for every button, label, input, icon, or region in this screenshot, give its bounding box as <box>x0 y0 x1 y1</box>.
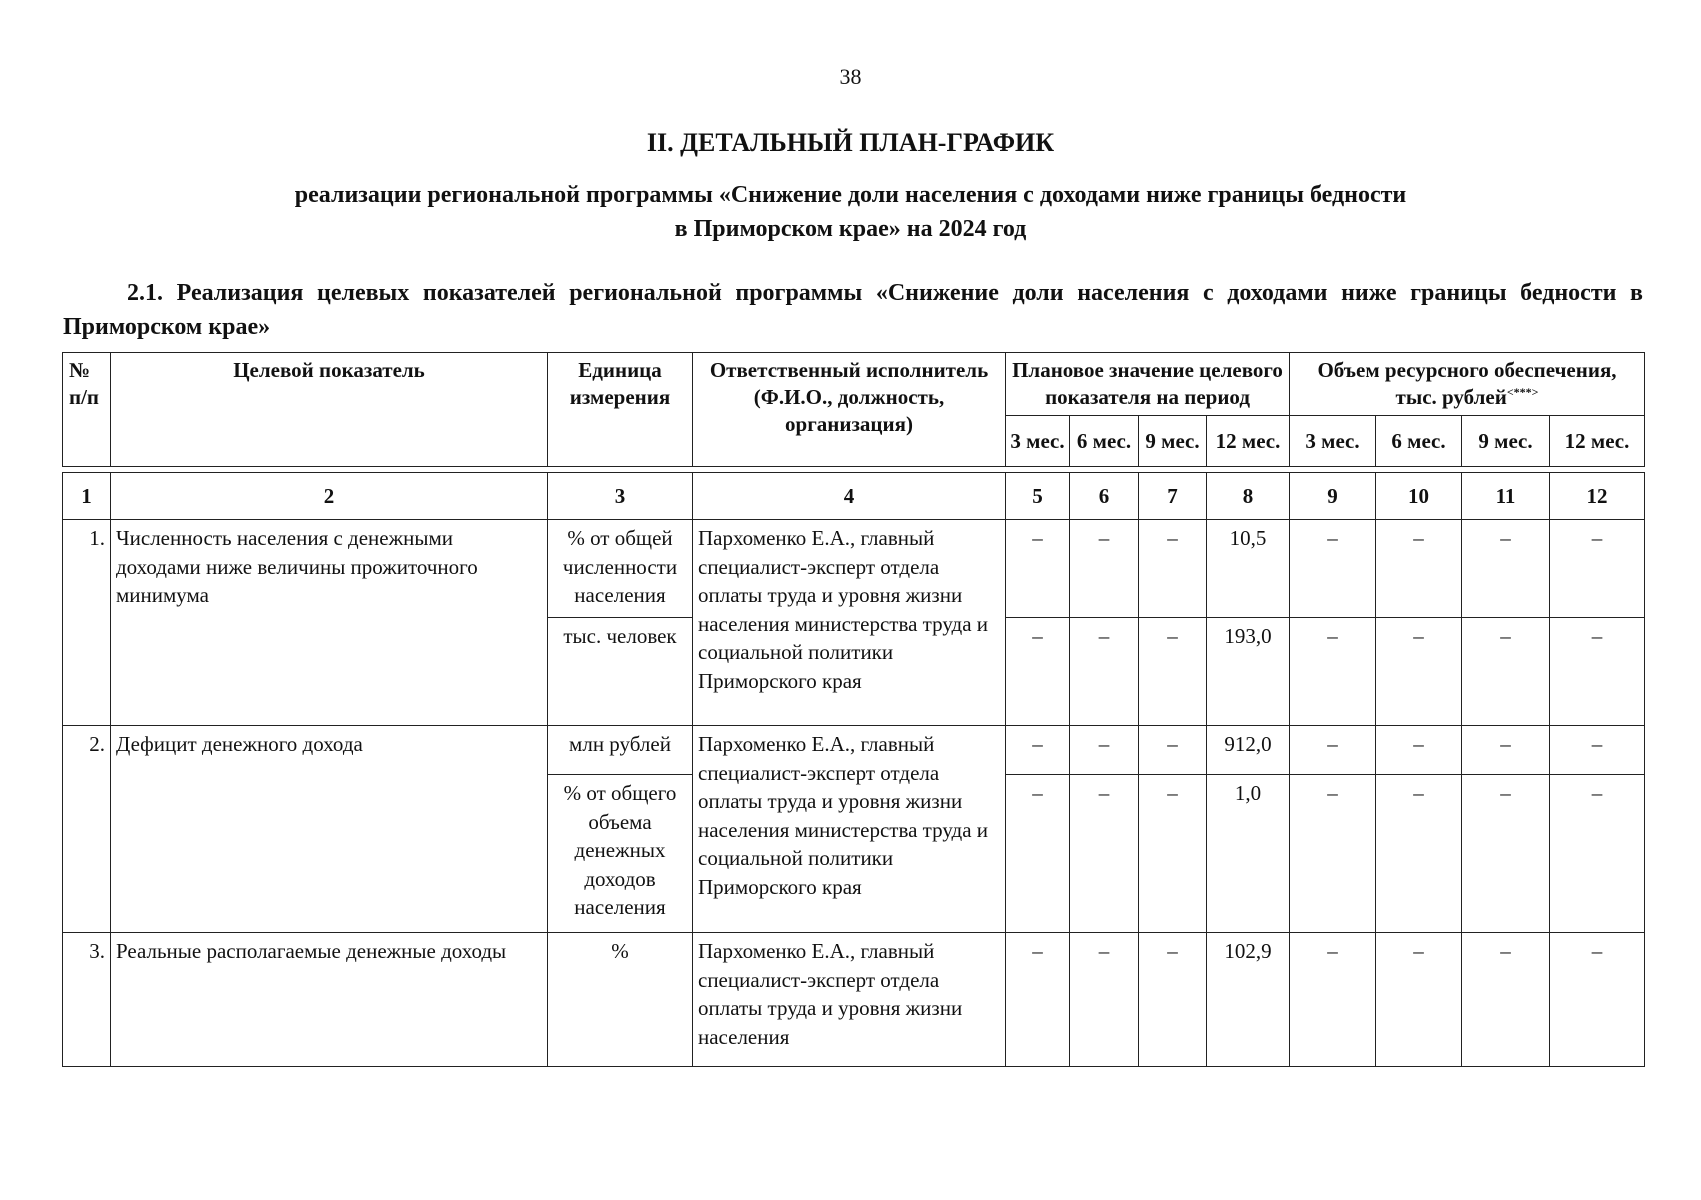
header-period-plan-9: 9 мес. <box>1139 416 1207 467</box>
header-responsible: Ответственный исполнитель (Ф.И.О., должность, организация) <box>693 353 1006 467</box>
header-planned: Плановое значение целевого показателя на период <box>1006 353 1290 416</box>
table-row <box>63 726 1645 775</box>
row-responsible: Пархоменко Е.А., главный специалист-эксперт отдела оплаты труда и уровня жизни населения министерства труда и социальной политики Приморского края <box>693 726 1006 933</box>
column-number: 4 <box>693 473 1006 520</box>
header-resources <box>1290 353 1645 416</box>
row-unit: % от общей численности населения <box>548 520 693 618</box>
value-cell: – <box>1462 726 1550 775</box>
value-cell: 102,9 <box>1207 933 1290 1067</box>
value-cell: – <box>1550 933 1645 1067</box>
value-cell: – <box>1070 726 1139 775</box>
value-cell: – <box>1290 618 1376 726</box>
value-cell: – <box>1462 618 1550 726</box>
header-period-plan-3: 3 мес. <box>1006 416 1070 467</box>
row-indicator: Численность населения с денежными доходами ниже величины прожиточного минимума <box>111 520 548 726</box>
column-number: 5 <box>1006 473 1070 520</box>
row-responsible: Пархоменко Е.А., главный специалист-эксперт отдела оплаты труда и уровня жизни населения <box>693 933 1006 1067</box>
section-heading-text: 2.1. Реализация целевых показателей региональной программы «Снижение доли населения с доходами ниже границы бедности в Приморском крае» <box>63 280 1643 340</box>
header-period-plan-12: 12 мес. <box>1207 416 1290 467</box>
header-resources-note: <***> <box>1506 385 1539 399</box>
value-cell: – <box>1139 775 1207 933</box>
header-period-res-9: 9 мес. <box>1462 416 1550 467</box>
value-cell: – <box>1139 726 1207 775</box>
value-cell: – <box>1290 726 1376 775</box>
column-number: 3 <box>548 473 693 520</box>
value-cell: – <box>1070 618 1139 726</box>
header-period-plan-6: 6 мес. <box>1070 416 1139 467</box>
header-period-res-12: 12 мес. <box>1550 416 1645 467</box>
value-cell: – <box>1376 726 1462 775</box>
header-period-res-3: 3 мес. <box>1290 416 1376 467</box>
column-number: 10 <box>1376 473 1462 520</box>
value-cell: – <box>1070 933 1139 1067</box>
column-number: 8 <box>1207 473 1290 520</box>
column-number: 2 <box>111 473 548 520</box>
column-number: 1 <box>63 473 111 520</box>
indicators-table <box>62 352 1645 1067</box>
column-number: 9 <box>1290 473 1376 520</box>
header-unit: Единица измерения <box>548 353 693 467</box>
table-row <box>63 520 1645 618</box>
row-num: 2. <box>63 726 111 933</box>
value-cell: – <box>1290 933 1376 1067</box>
value-cell: – <box>1550 520 1645 618</box>
subtitle-line-1: реализации региональной программы «Снижение доли населения с доходами ниже границы бедности <box>294 182 1407 208</box>
header-num: № п/п <box>63 353 111 467</box>
value-cell: – <box>1290 520 1376 618</box>
row-num: 1. <box>63 520 111 726</box>
value-cell: – <box>1139 933 1207 1067</box>
row-responsible: Пархоменко Е.А., главный специалист-эксперт отдела оплаты труда и уровня жизни населения министерства труда и социальной политики Приморского края <box>693 520 1006 726</box>
row-unit: тыс. человек <box>548 618 693 726</box>
value-cell: – <box>1006 775 1070 933</box>
value-cell: – <box>1550 775 1645 933</box>
column-number: 7 <box>1139 473 1207 520</box>
value-cell: – <box>1462 775 1550 933</box>
value-cell: – <box>1550 726 1645 775</box>
column-number: 11 <box>1462 473 1550 520</box>
column-numbers-row <box>63 473 1645 520</box>
column-number: 12 <box>1550 473 1645 520</box>
value-cell: – <box>1006 933 1070 1067</box>
value-cell: – <box>1006 726 1070 775</box>
header-indicator: Целевой показатель <box>111 353 548 467</box>
row-unit: % от общего объема денежных доходов населения <box>548 775 693 933</box>
value-cell: – <box>1139 618 1207 726</box>
value-cell: – <box>1376 618 1462 726</box>
value-cell: – <box>1006 520 1070 618</box>
value-cell: – <box>1376 520 1462 618</box>
value-cell: 10,5 <box>1207 520 1290 618</box>
page-number: 38 <box>839 64 862 89</box>
value-cell: – <box>1006 618 1070 726</box>
section-heading <box>63 276 1643 344</box>
row-unit: % <box>548 933 693 1067</box>
value-cell: 193,0 <box>1207 618 1290 726</box>
value-cell: – <box>1550 618 1645 726</box>
value-cell: – <box>1139 520 1207 618</box>
value-cell: – <box>1376 933 1462 1067</box>
value-cell: 912,0 <box>1207 726 1290 775</box>
header-resources-text: Объем ресурсного обеспечения, тыс. рублей <box>1317 358 1617 409</box>
column-number: 6 <box>1070 473 1139 520</box>
header-row <box>63 353 1645 416</box>
value-cell: – <box>1070 775 1139 933</box>
value-cell: 1,0 <box>1207 775 1290 933</box>
header-period-res-6: 6 мес. <box>1376 416 1462 467</box>
row-indicator: Дефицит денежного дохода <box>111 726 548 933</box>
document-subtitle <box>120 178 1581 246</box>
document-title: II. ДЕТАЛЬНЫЙ ПЛАН-ГРАФИК <box>646 128 1055 157</box>
table-row <box>63 933 1645 1067</box>
value-cell: – <box>1462 520 1550 618</box>
value-cell: – <box>1376 775 1462 933</box>
subtitle-line-2: в Приморском крае» на 2024 год <box>674 216 1027 242</box>
value-cell: – <box>1290 775 1376 933</box>
row-indicator: Реальные располагаемые денежные доходы <box>111 933 548 1067</box>
row-num: 3. <box>63 933 111 1067</box>
row-unit: млн рублей <box>548 726 693 775</box>
value-cell: – <box>1462 933 1550 1067</box>
value-cell: – <box>1070 520 1139 618</box>
